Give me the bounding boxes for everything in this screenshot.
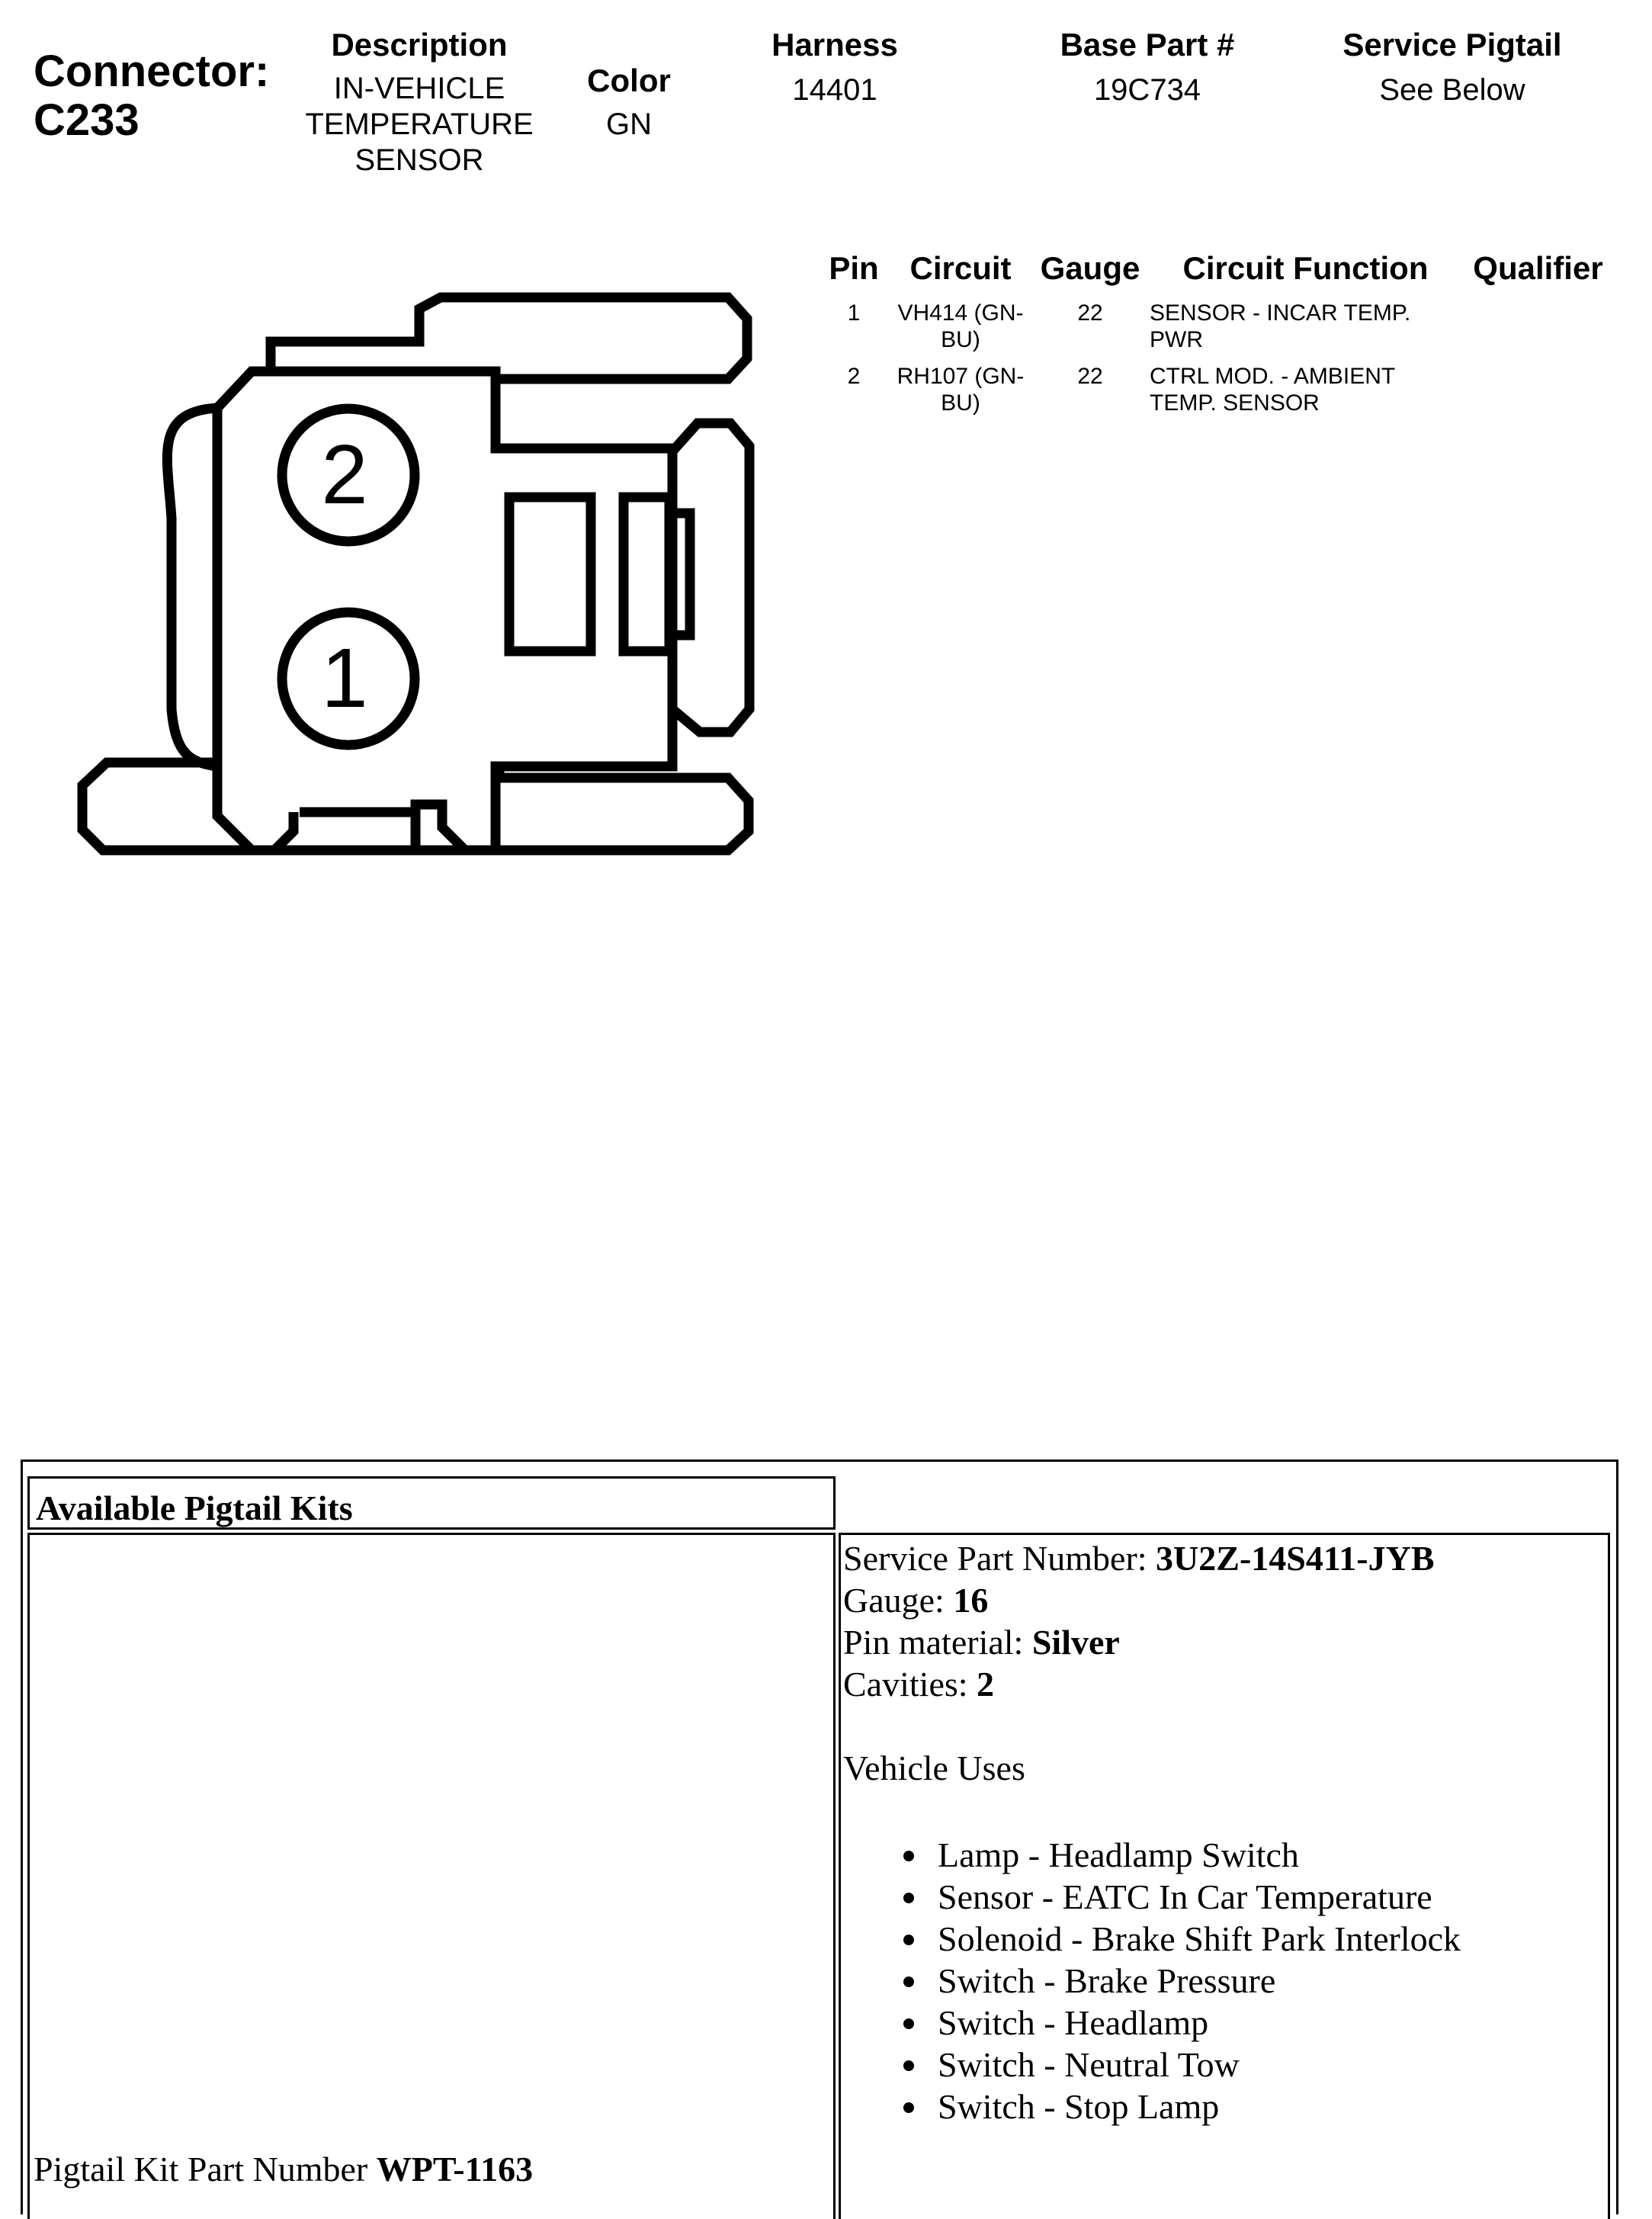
pin-column-header: Pin [829, 250, 879, 286]
pigtail-kit-part-row [34, 2149, 533, 2189]
bottom-notch [300, 812, 415, 850]
service-pigtail-header: Service Pigtail [1342, 27, 1562, 63]
terminal-slot [669, 513, 690, 635]
color-header: Color [587, 63, 671, 98]
harness-value: 14401 [792, 73, 877, 107]
circuit-column-header: Circuit [909, 250, 1012, 286]
list-item [903, 2086, 1461, 2127]
connector-title [34, 47, 269, 145]
table-row-circuit [884, 363, 1037, 416]
vehicle-use-text: Switch - Neutral Tow [938, 2045, 1240, 2084]
table-row-function [1150, 363, 1455, 416]
description-line: SENSOR [354, 143, 484, 177]
bullet-icon [903, 2102, 914, 2113]
terminal-slot [509, 497, 591, 651]
circuit-line: VH414 (GN- [897, 300, 1024, 326]
table-row-circuit [884, 300, 1037, 353]
kit-part-label: Pigtail Kit Part Number [34, 2150, 377, 2188]
vehicle-use-text: Switch - Stop Lamp [938, 2087, 1220, 2126]
service-part-label: Service Part Number: [843, 1539, 1156, 1578]
base-part-value: 19C734 [1093, 73, 1201, 107]
connector-id: C233 [34, 95, 140, 145]
description-line: IN-VEHICLE [333, 72, 505, 105]
color-value: GN [606, 108, 652, 141]
description-line: TEMPERATURE [305, 108, 534, 141]
cavities-value: 2 [977, 1665, 995, 1704]
pigtail-details [843, 1537, 1435, 1789]
circuit-line: BU) [941, 390, 980, 416]
cavity-2-label: 2 [321, 428, 368, 522]
gauge-label: Gauge: [843, 1581, 954, 1620]
list-item [903, 1834, 1461, 1876]
connector-face-diagram [65, 290, 770, 869]
terminal-slot [624, 497, 669, 651]
bullet-icon [903, 1935, 914, 1945]
connector-label: Connector: [34, 47, 270, 96]
vehicle-uses-label: Vehicle Uses [843, 1749, 1025, 1787]
list-item [903, 1918, 1461, 1960]
pigtail-image-panel [27, 1533, 836, 2219]
bullet-icon [903, 2018, 914, 2029]
pigtail-kits-title: Available Pigtail Kits [36, 1488, 353, 1527]
function-line: TEMP. SENSOR [1150, 390, 1320, 416]
vehicle-use-text: Sensor - EATC In Car Temperature [938, 1877, 1432, 1916]
pin-material-row [843, 1621, 1435, 1663]
pin-material-value: Silver [1031, 1623, 1120, 1662]
vehicle-use-text: Switch - Headlamp [938, 2003, 1209, 2042]
vehicle-uses-list [903, 1834, 1461, 2127]
gauge-column-header: Gauge [1040, 250, 1140, 286]
table-row-gauge: 22 [1077, 300, 1103, 326]
vehicle-use-text: Switch - Brake Pressure [938, 1961, 1276, 2000]
base-part-header: Base Part # [1060, 27, 1235, 63]
bottom-latch [415, 766, 749, 850]
harness-header: Harness [771, 27, 898, 63]
cavities-row [843, 1663, 1435, 1705]
description-value [290, 71, 549, 178]
table-row-gauge: 22 [1077, 364, 1103, 389]
list-item [903, 2044, 1461, 2086]
vehicle-use-text: Solenoid - Brake Shift Park Interlock [938, 1919, 1461, 1958]
list-item [903, 2002, 1461, 2044]
bullet-icon [903, 1893, 914, 1903]
gauge-value: 16 [953, 1581, 989, 1620]
circuit-line: BU) [941, 327, 980, 352]
table-row-pin: 2 [847, 364, 861, 389]
table-row-pin: 1 [847, 300, 861, 326]
service-part-row [843, 1537, 1435, 1579]
function-line: CTRL MOD. - AMBIENT [1150, 364, 1396, 389]
bottom-left-foot [82, 763, 294, 850]
circuit-function-column-header: Circuit Function [1182, 250, 1429, 286]
cavity-1-label: 1 [321, 631, 368, 725]
function-line: SENSOR - INCAR TEMP. [1150, 300, 1411, 326]
bullet-icon [903, 1977, 914, 1987]
right-tab [672, 423, 749, 732]
service-pigtail-value: See Below [1379, 73, 1525, 107]
list-item [903, 1876, 1461, 1918]
bullet-icon [903, 2060, 914, 2071]
bullet-icon [903, 1851, 914, 1861]
service-part-number: 3U2Z-14S411-JYB [1156, 1539, 1435, 1578]
circuit-line: RH107 (GN- [897, 364, 1025, 389]
table-row-function [1150, 300, 1455, 353]
function-line: PWR [1150, 327, 1203, 352]
left-latch-bump [167, 408, 217, 766]
pin-material-label: Pin material: [843, 1623, 1032, 1662]
qualifier-column-header: Qualifier [1473, 250, 1603, 286]
cavities-label: Cavities: [843, 1665, 977, 1704]
gauge-row [843, 1579, 1435, 1621]
description-header: Description [331, 27, 508, 63]
kit-part-number: WPT-1163 [376, 2150, 534, 2188]
list-item [903, 1960, 1461, 2002]
vehicle-use-text: Lamp - Headlamp Switch [938, 1835, 1299, 1874]
pigtail-kits-header [27, 1476, 836, 1530]
